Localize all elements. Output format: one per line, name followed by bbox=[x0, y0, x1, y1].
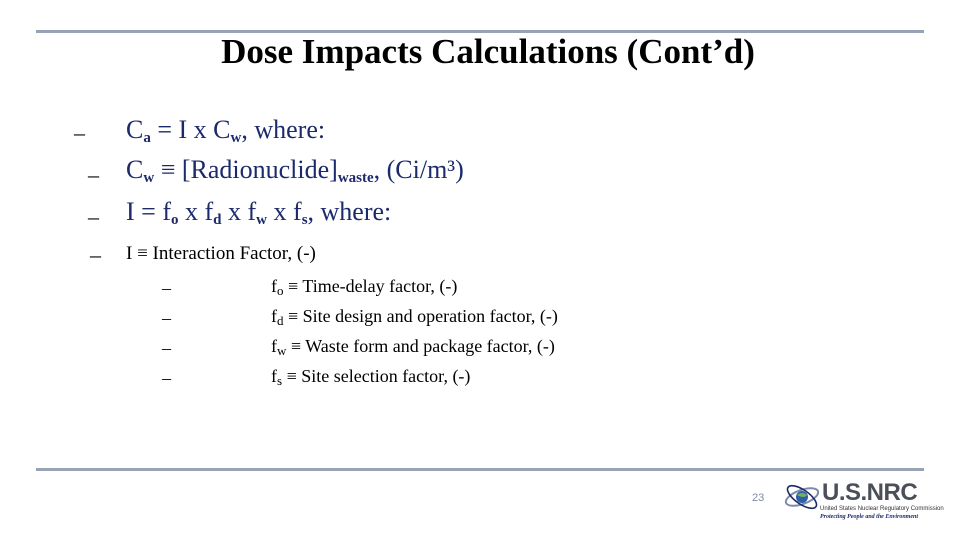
eq1-post: , where: bbox=[241, 115, 326, 144]
factor-text: ≡ Time-delay factor, (-) bbox=[283, 276, 458, 296]
slide-title: Dose Impacts Calculations (Cont’d) bbox=[221, 32, 755, 71]
bullet-dash-2: – bbox=[88, 162, 99, 187]
eq1-sub-a: a bbox=[143, 130, 151, 146]
eq1-mid: = I x C bbox=[150, 115, 231, 144]
factor-sub: d bbox=[277, 313, 284, 328]
bullet-dash-3: – bbox=[88, 204, 99, 229]
factor-dash-2: – bbox=[162, 308, 171, 328]
factor-f: f bbox=[271, 306, 277, 326]
factor-item-fo bbox=[271, 276, 457, 299]
nrc-logo bbox=[782, 478, 944, 524]
eq2-mid: ≡ [Radionuclide] bbox=[154, 155, 338, 184]
eq3-sub-o: o bbox=[170, 212, 179, 228]
eq3-p4: x f bbox=[267, 197, 302, 226]
eq2-post: , (Ci/m³) bbox=[373, 155, 464, 184]
eq3-sub-d: d bbox=[213, 212, 222, 228]
factor-text: ≡ Waste form and package factor, (-) bbox=[286, 336, 555, 356]
equation-line-1 bbox=[126, 115, 325, 147]
eq2-c: C bbox=[126, 155, 144, 184]
bullet-dash-4: – bbox=[90, 242, 101, 267]
factor-text: ≡ Site selection factor, (-) bbox=[282, 366, 471, 386]
eq2-sub-waste: waste bbox=[337, 170, 374, 186]
bottom-divider bbox=[36, 468, 924, 471]
factor-item-fd bbox=[271, 306, 558, 329]
nrc-logo-text: U.S.NRC bbox=[822, 479, 918, 506]
factor-dash-3: – bbox=[162, 338, 171, 358]
factor-f: f bbox=[271, 276, 277, 296]
factor-sub: w bbox=[277, 343, 287, 358]
nrc-logo-tagline: Protecting People and the Environment bbox=[820, 514, 919, 520]
equation-line-4: I ≡ Interaction Factor, (-) bbox=[126, 243, 316, 264]
eq3-p5: , where: bbox=[307, 197, 392, 226]
factor-f: f bbox=[271, 366, 277, 386]
nrc-atom-logo-icon bbox=[782, 480, 822, 516]
factor-dash-1: – bbox=[162, 278, 171, 298]
page-number: 23 bbox=[752, 492, 765, 504]
nrc-logo-subtitle: United States Nuclear Regulatory Commission bbox=[820, 506, 944, 512]
bullet-dash-1: – bbox=[74, 120, 85, 145]
equation-line-3 bbox=[126, 197, 391, 229]
eq3-p3: x f bbox=[221, 197, 257, 226]
factor-text: ≡ Site design and operation factor, (-) bbox=[283, 306, 558, 326]
eq3-p2: x f bbox=[178, 197, 214, 226]
eq3-sub-s: s bbox=[301, 212, 308, 228]
factor-sub: s bbox=[277, 373, 283, 388]
equation-line-2 bbox=[126, 155, 464, 187]
factor-sub: o bbox=[277, 283, 284, 298]
factor-dash-4: – bbox=[162, 368, 171, 388]
factor-item-fs bbox=[271, 366, 470, 389]
eq3-p1: I = f bbox=[126, 197, 171, 226]
factor-item-fw bbox=[271, 336, 555, 359]
eq3-sub-w: w bbox=[256, 212, 268, 228]
eq1-sub-w: w bbox=[230, 130, 242, 146]
eq2-sub-w: w bbox=[143, 170, 155, 186]
eq1-c: C bbox=[126, 115, 144, 144]
factor-f: f bbox=[271, 336, 277, 356]
